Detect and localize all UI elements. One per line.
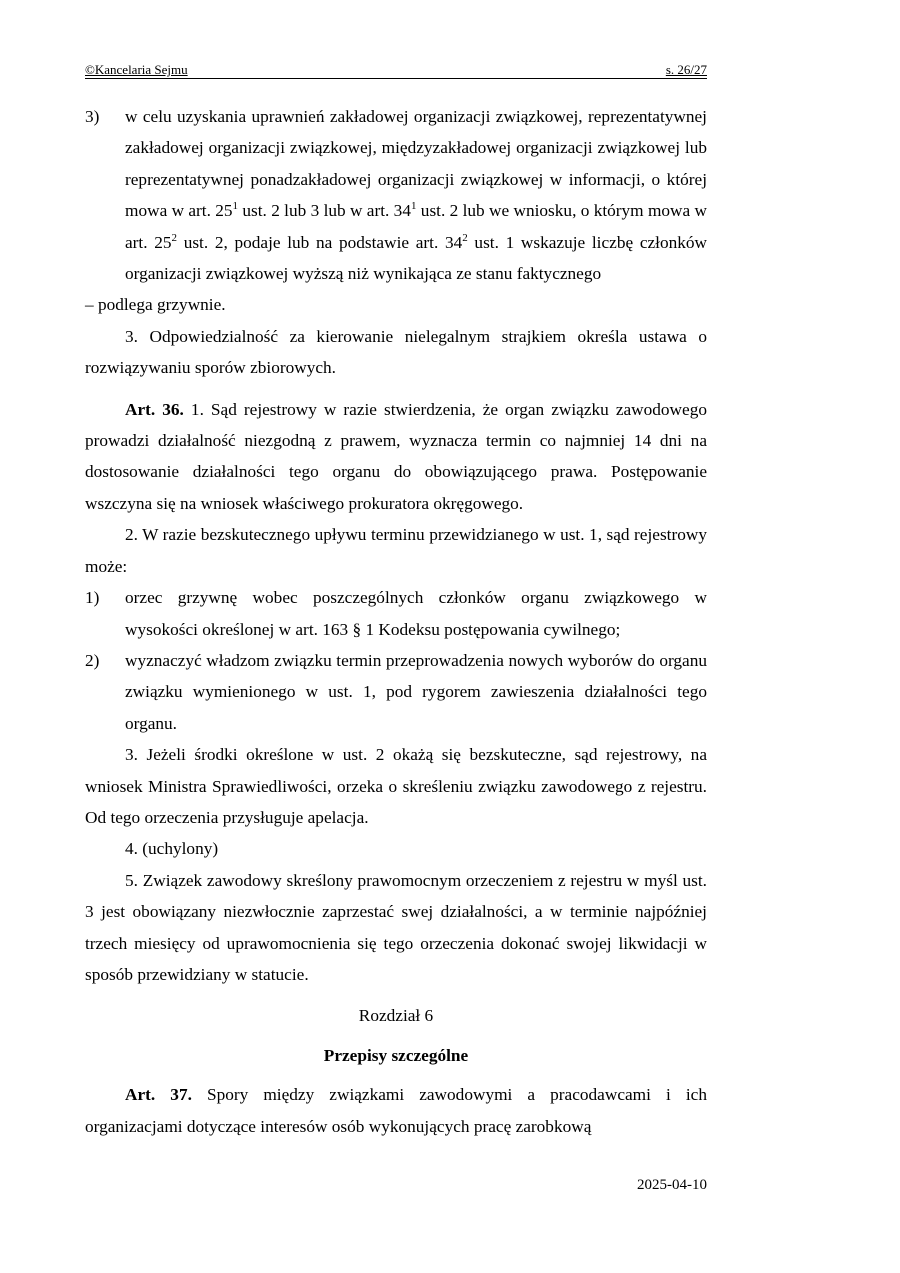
art36-paragraph-1: Art. 36. 1. Sąd rejestrowy w razie stwierdzenia, że organ związku zawodowego prowadzi działalność niezgodną z prawem, wyznacza termin co najmniej 14 dni na dostosowanie działalności tego organu do obowiązującego prawa. Postępowanie wszczyna się na wniosek właściwego prokuratora okręgowego. <box>85 399 707 513</box>
list-item-1 <box>85 582 707 645</box>
chapter-number: Rozdział 6 <box>358 1006 434 1026</box>
page-number: s. 26/27 <box>665 62 707 77</box>
chapter-title: Przepisy szczególne <box>323 1045 469 1065</box>
document-body <box>85 101 707 1142</box>
art36-paragraph-4: 4. (uchylony) <box>125 839 219 859</box>
art36-paragraph-2: 2. W razie bezskutecznego upływu terminu przewidzianego w ust. 1, sąd rejestrowy może: <box>85 525 707 576</box>
list-item-text: wyznaczyć władzom związku termin przeprowadzenia nowych wyborów do organu związku wymienionego w ust. 1, pod rygorem zawieszenia działalności tego organu. <box>125 650 707 733</box>
list-item-text: orzec grzywnę wobec poszczególnych członków organu związkowego w wysokości określonej w art. 163 § 1 Kodeksu postępowania cywilnego; <box>125 588 707 639</box>
list-item-text: w celu uzyskania uprawnień zakładowej organizacji związkowej, reprezentatywnej zakładowej organizacji związkowej, międzyzakładowej organizacji związkowej lub reprezentatywnej ponadzakładowej organizacji związkowej w informacji, o której mowa w art. $25^1$ ust. 2 lub 3 lub w art. $34^1$ ust. 2 lub we wniosku, o którym mowa w art. $25^2$ ust. 2, podaje lub na podstawie art. $34^2$ ust. 1 wskazuje liczbę członków organizacji związkowej wyższą niż wynikająca ze stanu faktycznego <box>125 107 708 284</box>
art36-paragraph-3: 3. Jeżeli środki określone w ust. 2 okażą się bezskuteczne, sąd rejestrowy, na wniosek Ministra Sprawiedliwości, orzeka o skreśleniu związku zawodowego z rejestru. Od tego orzeczenia przysługuje apelacja. <box>85 745 707 827</box>
art36-paragraph-5: 5. Związek zawodowy skreślony prawomocnym orzeczeniem z rejestru w myśl ust. 3 jest obowiązany niezwłocznie zaprzestać swej działalności, a w terminie najpóźniej trzech miesięcy od uprawomocnienia się tego orzeczenia dokonać swojej likwidacji w sposób przewidziany w statucie. <box>85 870 707 984</box>
list-number: 3) <box>85 107 100 126</box>
publication-date: 2025-04-10 <box>637 1177 707 1193</box>
publisher-label: ©Kancelaria Sejmu <box>85 62 188 77</box>
page-header <box>85 62 707 79</box>
list-number: 1) <box>85 588 100 608</box>
list-item-3 <box>85 101 707 289</box>
art37-paragraph: Art. 37. Spory między związkami zawodowymi a pracodawcami i ich organizacjami dotyczące interesów osób wykonujących pracę zarobkową <box>85 1085 707 1136</box>
penalty-clause: – podlega grzywnie. <box>85 295 226 315</box>
list-number: 2) <box>85 650 100 670</box>
article-label: Art. 37. <box>125 1085 192 1105</box>
article-label: Art. 36. <box>125 399 184 419</box>
art35-paragraph-3: 3. Odpowiedzialność za kierowanie nielegalnym strajkiem określa ustawa o rozwiązywaniu sporów zbiorowych. <box>85 326 707 378</box>
list-item-2 <box>85 645 707 739</box>
